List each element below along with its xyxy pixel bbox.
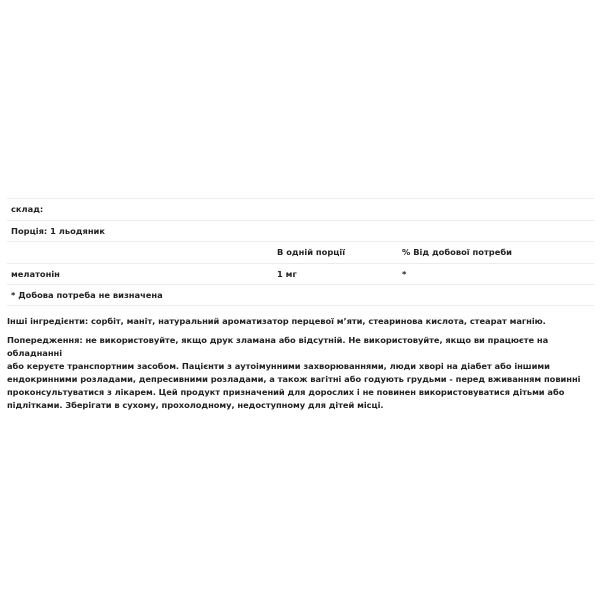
- column-header-row: [7, 241, 594, 263]
- composition-table: [7, 198, 594, 306]
- footnote: * Добова потреба не визначена: [11, 290, 163, 300]
- serving-row: [7, 220, 594, 242]
- composition-heading: склад:: [11, 204, 44, 214]
- table-row: [7, 263, 594, 285]
- column-header-daily-value: % Від добової потреби: [402, 247, 512, 257]
- warning-line: підлітками. Зберігати в сухому, прохолодному, недоступному для дітей місці.: [7, 400, 384, 410]
- warning-text: [7, 334, 597, 412]
- footnote-row: [7, 284, 594, 306]
- column-header-per-serving: В одній порції: [277, 247, 346, 257]
- warning-line: ендокринними розладами, депресивними розладами, а також вагітні або годують грудьми - перед вживанням повинні: [7, 374, 581, 384]
- other-ingredients: Інші інгредієнти: сорбіт, маніт, натуральний ароматизатор перцевої м’яти, стеаринова кислота, стеарат магнію.: [7, 316, 546, 326]
- warning-line: або керуєте транспортним засобом. Пацієнти з аутоімунними захворюваннями, люди хворі на діабет або іншими: [7, 361, 550, 371]
- warning-line: проконсультуватися з лікарем. Цей продукт призначений для дорослих і не повинен використовуватися дітьми або: [7, 387, 565, 397]
- ingredient-daily-value: *: [402, 268, 407, 279]
- warning-line: Попередження: не використовуйте, якщо друк зламана або відсутній. Не використовуйте, якщо ви працюєте на обладнанні: [7, 335, 549, 358]
- serving-size: Порція: 1 льодяник: [11, 225, 106, 236]
- composition-heading-row: [7, 198, 594, 220]
- ingredient-amount: 1 мг: [277, 268, 297, 279]
- ingredient-name: мелатонін: [11, 268, 60, 279]
